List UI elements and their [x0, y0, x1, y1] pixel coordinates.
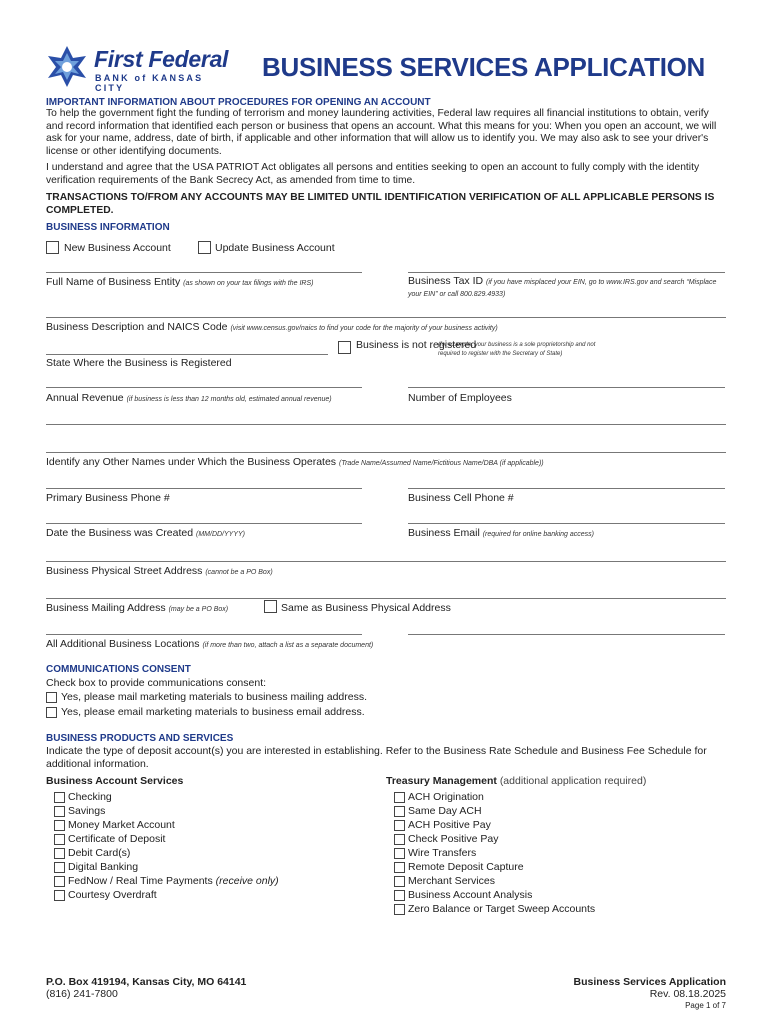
wire-transfers-checkbox[interactable]: [394, 848, 405, 859]
consent-mail-label: Yes, please mail marketing materials to business mailing address.: [61, 691, 368, 703]
locations-label: All Additional Business Locations (if more than two, attach a list as a separate document): [46, 638, 374, 650]
employees-field[interactable]: [408, 387, 725, 388]
ach-positive-pay-label: ACH Positive Pay: [408, 819, 491, 831]
same-as-physical-label: Same as Business Physical Address: [281, 602, 451, 614]
footer-form-info: [573, 976, 726, 1012]
not-registered-label: Business is not registered: [356, 339, 477, 351]
consent-mail-checkbox[interactable]: [46, 692, 57, 703]
checking-checkbox[interactable]: [54, 792, 65, 803]
footer-revision: Rev. 08.18.2025: [649, 988, 726, 1000]
courtesy-overdraft-checkbox[interactable]: [54, 890, 65, 901]
full-name-field[interactable]: [46, 272, 362, 273]
page-header: [44, 44, 734, 93]
wire-transfers-label: Wire Transfers: [408, 847, 477, 859]
state-field[interactable]: [46, 354, 328, 355]
tax-id-label: Business Tax ID (if you have misplaced your EIN, go to www.IRS.gov and search “Misplace your EIN” or call 800.829.4933): [408, 275, 717, 298]
business-info-heading: BUSINESS INFORMATION: [46, 222, 170, 233]
street-field[interactable]: [46, 561, 726, 562]
patriot-act-text: I understand and agree that the USA PATRIOT Act obligates all persons and entities seeking to open an account to fully comply with the identity verification requirements of the Bank Secrecy Act, as amended from time to time.: [46, 162, 700, 186]
courtesy-overdraft-label: Courtesy Overdraft: [68, 889, 157, 901]
phone-field[interactable]: [46, 488, 362, 489]
update-account-label: Update Business Account: [215, 242, 335, 254]
products-intro: Indicate the type of deposit account(s) you are interested in establishing. Refer to the Business Rate Schedule and Business Fee Schedule for additional information.: [46, 745, 707, 770]
ach-positive-pay-checkbox[interactable]: [394, 820, 405, 831]
digital-banking-checkbox[interactable]: [54, 862, 65, 873]
locations-field-1[interactable]: [46, 634, 362, 635]
money-market-checkbox[interactable]: [54, 820, 65, 831]
cd-checkbox[interactable]: [54, 834, 65, 845]
footer-address: P.O. Box 419194, Kansas City, MO 64141: [46, 976, 247, 988]
consent-heading: COMMUNICATIONS CONSENT: [46, 664, 191, 675]
page-title: BUSINESS SERVICES APPLICATION: [262, 52, 706, 82]
new-account-label: New Business Account: [64, 242, 171, 254]
transactions-limited-text: TRANSACTIONS TO/FROM ANY ACCOUNTS MAY BE LIMITED UNTIL IDENTIFICATION VERIFICATION OF ALL APPLICABLE PERSONS IS COMPLETED.: [46, 192, 715, 216]
account-analysis-checkbox[interactable]: [394, 890, 405, 901]
ach-origination-label: ACH Origination: [408, 791, 484, 803]
footer-contact: [46, 976, 246, 1000]
mailing-label: Business Mailing Address (may be a PO Box): [46, 602, 229, 614]
cell-label: Business Cell Phone #: [408, 492, 514, 504]
merchant-services-checkbox[interactable]: [394, 876, 405, 887]
savings-checkbox[interactable]: [54, 806, 65, 817]
tax-id-field[interactable]: [408, 272, 725, 273]
mailing-field[interactable]: [46, 598, 726, 599]
important-info-heading: IMPORTANT INFORMATION ABOUT PROCEDURES FOR OPENING AN ACCOUNT: [46, 97, 431, 108]
bank-logo: [44, 44, 234, 93]
same-day-ach-label: Same Day ACH: [408, 805, 482, 817]
debit-card-checkbox[interactable]: [54, 848, 65, 859]
products-heading: BUSINESS PRODUCTS AND SERVICES: [46, 733, 234, 744]
check-positive-pay-checkbox[interactable]: [394, 834, 405, 845]
other-names-field-1[interactable]: [46, 424, 726, 425]
remote-deposit-checkbox[interactable]: [394, 862, 405, 873]
other-names-label: Identify any Other Names under Which the Business Operates (Trade Name/Assumed Name/Fictitious Name/DBA (if applicable)): [46, 456, 544, 468]
not-registered-checkbox[interactable]: [338, 341, 351, 354]
savings-label: Savings: [68, 805, 106, 817]
email-field[interactable]: [408, 523, 725, 524]
logo-subtitle: BANK of KANSAS CITY: [95, 73, 204, 93]
employees-label: Number of Employees: [408, 392, 512, 404]
new-account-checkbox[interactable]: [46, 241, 59, 254]
date-created-label: Date the Business was Created (MM/DD/YYYY): [46, 527, 245, 539]
fednow-label: FedNow / Real Time Payments (receive only): [68, 875, 279, 887]
consent-email-checkbox[interactable]: [46, 707, 57, 718]
revenue-label: Annual Revenue (if business is less than 12 months old, estimated annual revenue): [46, 392, 332, 404]
footer-phone: (816) 241-7800: [46, 988, 118, 1000]
cd-label: Certificate of Deposit: [68, 833, 166, 845]
digital-banking-label: Digital Banking: [68, 861, 139, 873]
check-positive-pay-label: Check Positive Pay: [408, 833, 499, 845]
treasury-management-title: Treasury Management (additional application required): [386, 775, 647, 787]
revenue-field[interactable]: [46, 387, 362, 388]
business-account-services-title: Business Account Services: [46, 775, 184, 787]
same-day-ach-checkbox[interactable]: [394, 806, 405, 817]
consent-intro: Check box to provide communications consent:: [46, 677, 267, 689]
description-label: Business Description and NAICS Code (visit www.census.gov/naics to find your code for the majority of your business activity): [46, 321, 498, 333]
footer-form-name: Business Services Application: [573, 976, 726, 988]
street-label: Business Physical Street Address (cannot be a PO Box): [46, 565, 273, 577]
star-logo-icon: [44, 44, 90, 88]
other-names-field-2[interactable]: [46, 452, 726, 453]
checking-label: Checking: [68, 791, 112, 803]
consent-email-label: Yes, please email marketing materials to business email address.: [61, 706, 365, 718]
merchant-services-label: Merchant Services: [408, 875, 495, 887]
locations-field-2[interactable]: [408, 634, 725, 635]
remote-deposit-label: Remote Deposit Capture: [408, 861, 524, 873]
description-field[interactable]: [46, 317, 726, 318]
same-as-physical-checkbox[interactable]: [264, 600, 277, 613]
debit-card-label: Debit Card(s): [68, 847, 131, 859]
cell-field[interactable]: [408, 488, 725, 489]
date-created-field[interactable]: [46, 523, 362, 524]
account-analysis-label: Business Account Analysis: [408, 889, 533, 901]
footer-page-number: Page 1 of 7: [685, 1001, 726, 1010]
zero-balance-checkbox[interactable]: [394, 904, 405, 915]
phone-label: Primary Business Phone #: [46, 492, 170, 504]
logo-name: First Federal: [94, 46, 229, 72]
full-name-label: Full Name of Business Entity (as shown on your tax filings with the IRS): [46, 276, 314, 288]
zero-balance-label: Zero Balance or Target Sweep Accounts: [408, 903, 596, 915]
money-market-label: Money Market Account: [68, 819, 175, 831]
fednow-checkbox[interactable]: [54, 876, 65, 887]
update-account-checkbox[interactable]: [198, 241, 211, 254]
ach-origination-checkbox[interactable]: [394, 792, 405, 803]
important-info-text: To help the government fight the funding of terrorism and money laundering activities, Federal law requires all financial institutions to obtain, verify and record information that identified each person or business that opens an account. What this means for you: When you open an account, we will ask for your name, address, date of birth, if applicable and other information that will allow us to identify you. We may also ask to see your driver's license or other identifying documents.: [46, 108, 717, 157]
not-registered-hint: (for example, your business is a sole proprietorship and not required to register with the Secretary of State): [438, 342, 596, 357]
state-label: State Where the Business is Registered: [46, 357, 232, 369]
email-label: Business Email (required for online banking access): [408, 527, 594, 539]
